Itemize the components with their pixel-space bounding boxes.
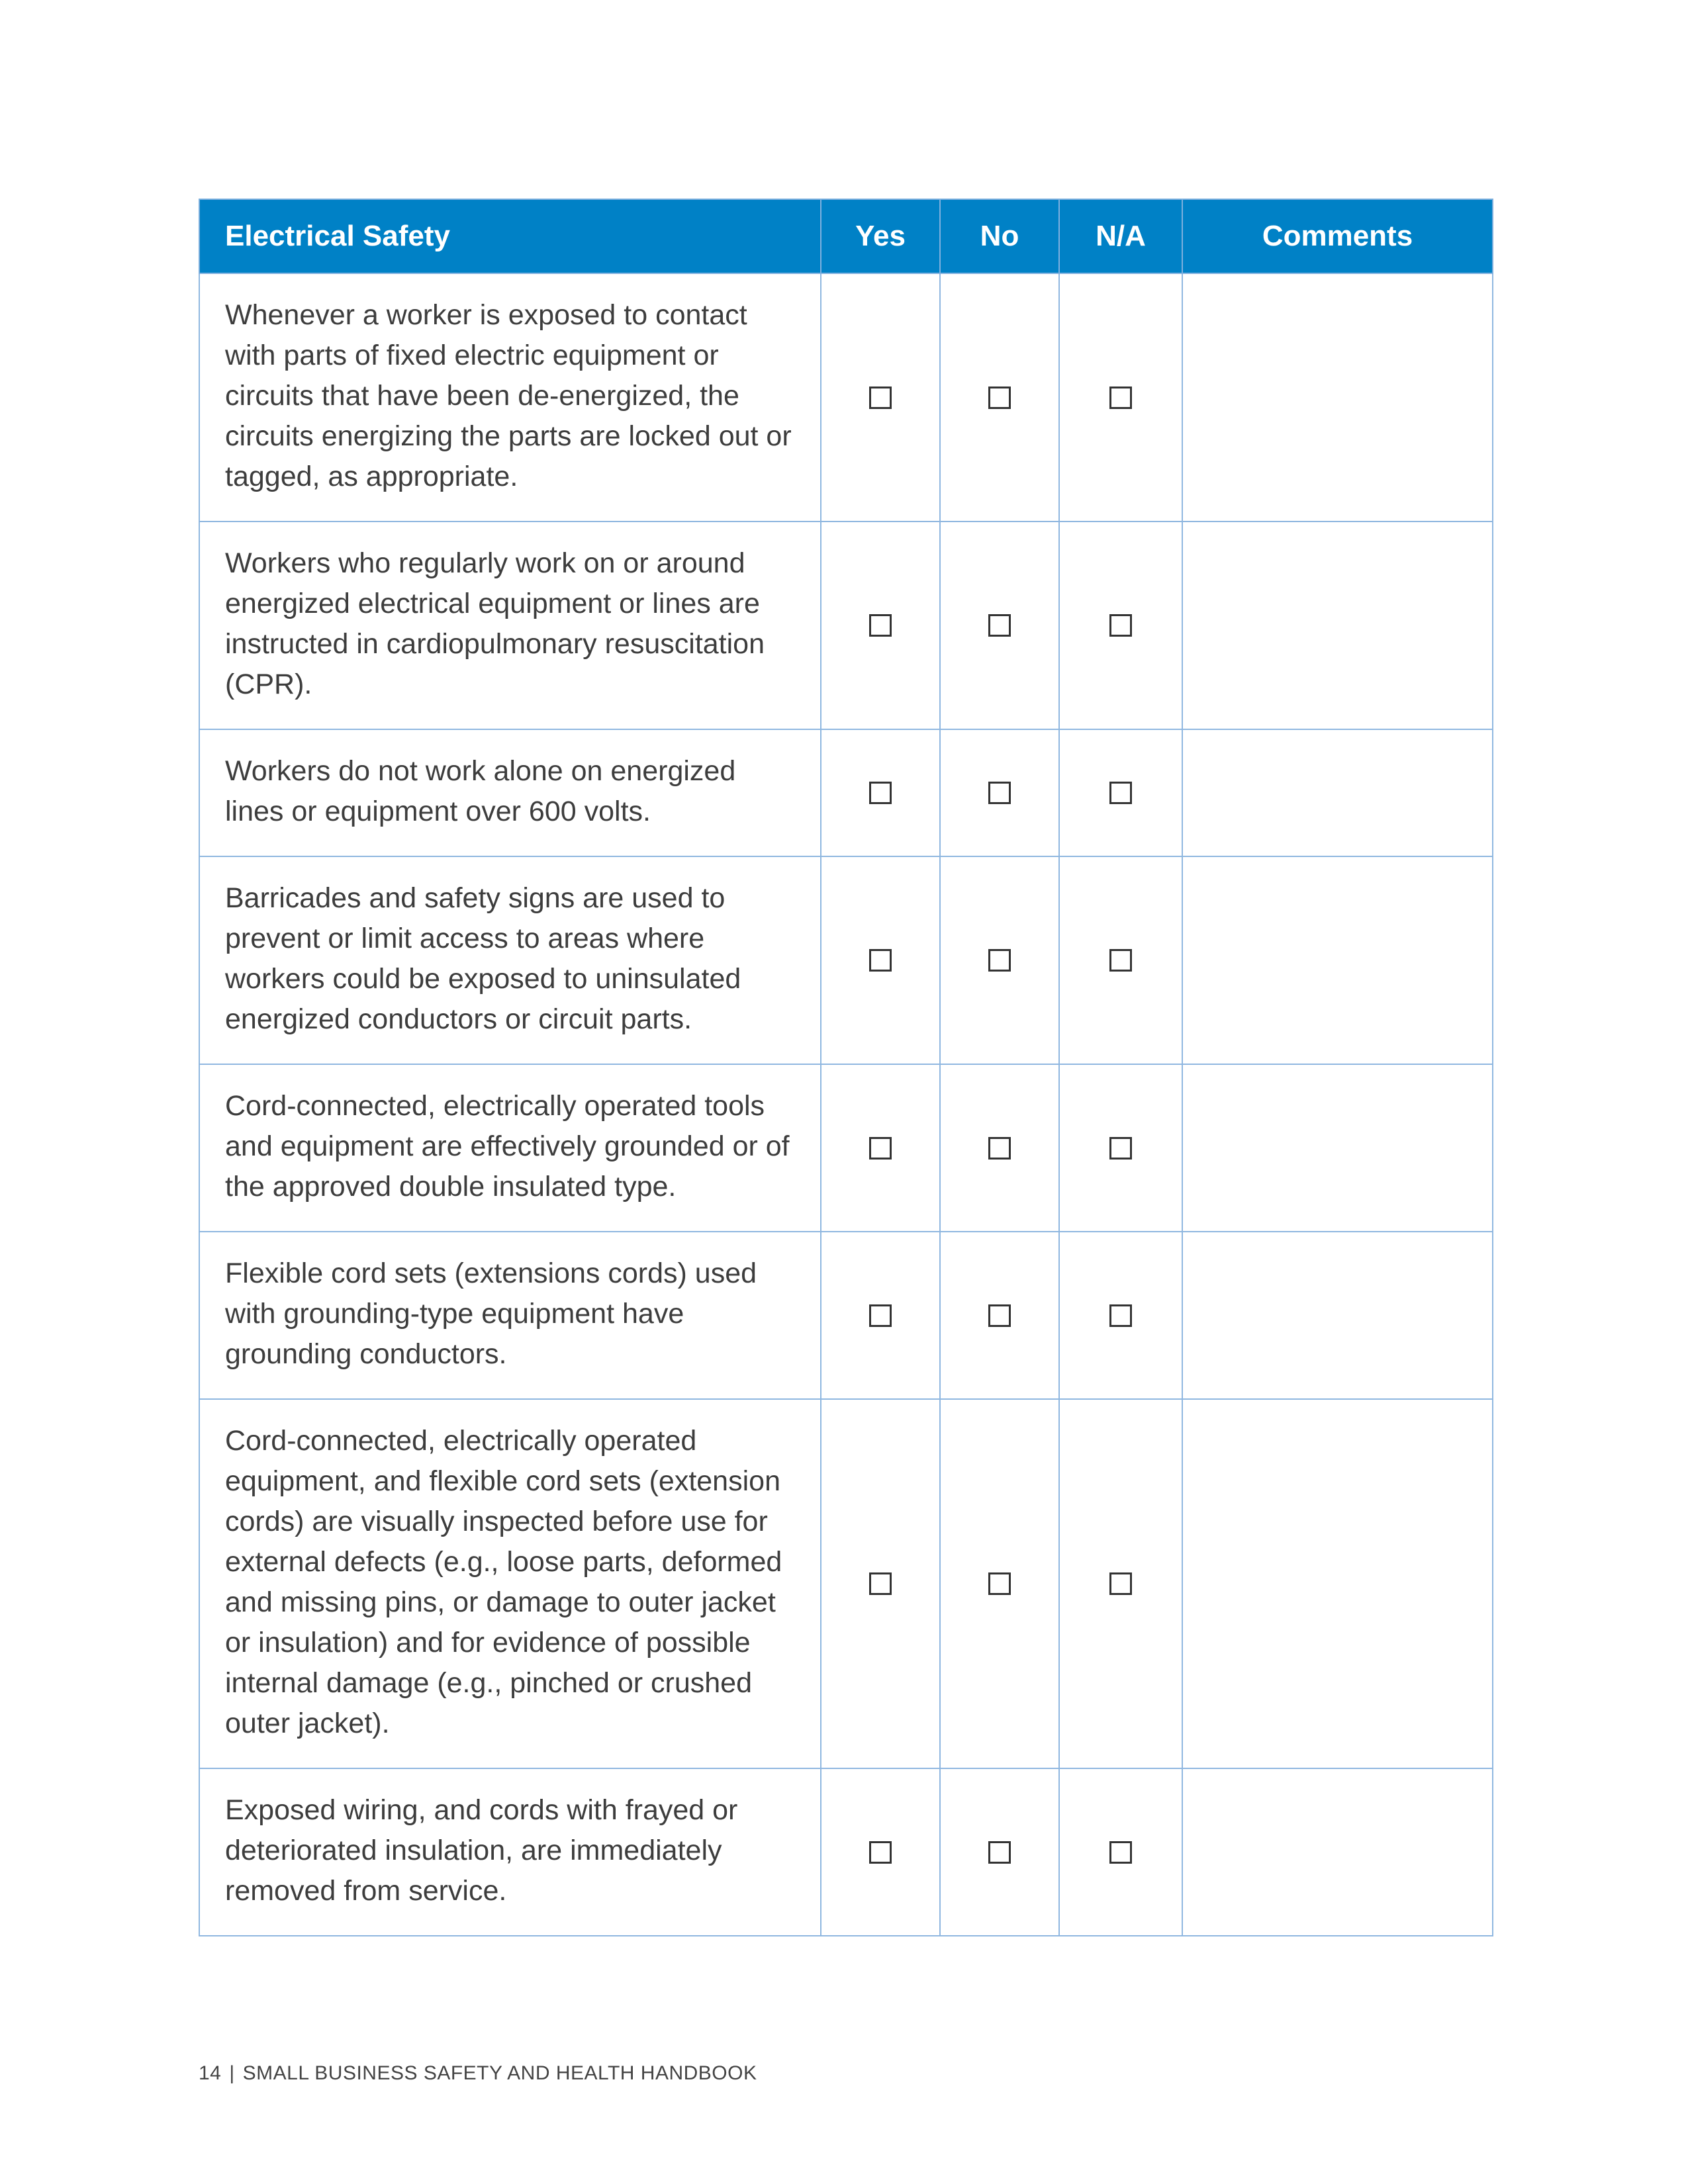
no-cell xyxy=(940,729,1059,856)
no-checkbox[interactable] xyxy=(988,387,1011,409)
electrical-safety-checklist xyxy=(199,199,1493,1936)
no-cell xyxy=(940,856,1059,1064)
header-comments: Comments xyxy=(1182,199,1493,273)
yes-checkbox[interactable] xyxy=(869,1304,892,1327)
table-row xyxy=(199,522,1493,729)
header-yes: Yes xyxy=(821,199,940,273)
na-checkbox[interactable] xyxy=(1109,1572,1132,1595)
no-cell xyxy=(940,1399,1059,1768)
na-cell xyxy=(1059,522,1182,729)
no-checkbox[interactable] xyxy=(988,1137,1011,1160)
table-header-row xyxy=(199,199,1493,273)
na-checkbox[interactable] xyxy=(1109,614,1132,637)
no-checkbox[interactable] xyxy=(988,1841,1011,1864)
na-cell xyxy=(1059,273,1182,522)
checklist-item-text: Barricades and safety signs are used to prevent or limit access to areas where workers could be exposed to uninsulated energized conductors or circuit parts. xyxy=(199,856,821,1064)
checklist-item-text: Workers who regularly work on or around energized electrical equipment or lines are instructed in cardiopulmonary resuscitation (CPR). xyxy=(199,522,821,729)
no-cell xyxy=(940,1768,1059,1936)
table-row xyxy=(199,856,1493,1064)
no-checkbox[interactable] xyxy=(988,1572,1011,1595)
comments-cell[interactable] xyxy=(1182,1399,1493,1768)
page-number: 14 xyxy=(199,2062,222,2084)
footer-separator: | xyxy=(229,2062,235,2084)
table-row xyxy=(199,1064,1493,1232)
na-cell xyxy=(1059,729,1182,856)
publication-title: SMALL BUSINESS SAFETY AND HEALTH HANDBOOK xyxy=(242,2062,757,2084)
checklist-item-text: Workers do not work alone on energized lines or equipment over 600 volts. xyxy=(199,729,821,856)
comments-cell[interactable] xyxy=(1182,522,1493,729)
na-cell xyxy=(1059,856,1182,1064)
yes-cell xyxy=(821,729,940,856)
comments-cell[interactable] xyxy=(1182,1768,1493,1936)
no-checkbox[interactable] xyxy=(988,782,1011,804)
yes-cell xyxy=(821,273,940,522)
checklist-item-text: Exposed wiring, and cords with frayed or deteriorated insulation, are immediately removed from service. xyxy=(199,1768,821,1936)
comments-cell[interactable] xyxy=(1182,1064,1493,1232)
na-cell xyxy=(1059,1768,1182,1936)
yes-cell xyxy=(821,1064,940,1232)
na-checkbox[interactable] xyxy=(1109,782,1132,804)
table-row xyxy=(199,1232,1493,1399)
checklist-item-text: Cord-connected, electrically operated tools and equipment are effectively grounded or of the approved double insulated type. xyxy=(199,1064,821,1232)
yes-cell xyxy=(821,522,940,729)
no-checkbox[interactable] xyxy=(988,1304,1011,1327)
checklist-item-text: Cord-connected, electrically operated equipment, and flexible cord sets (extension cords) are visually inspected before use for external defects (e.g., loose parts, deformed and missing pins, or damage to outer jacket or insulation) and for evidence of possible internal damage (e.g., pinched or crushed outer jacket). xyxy=(199,1399,821,1768)
yes-cell xyxy=(821,1768,940,1936)
yes-checkbox[interactable] xyxy=(869,387,892,409)
na-cell xyxy=(1059,1064,1182,1232)
no-cell xyxy=(940,1064,1059,1232)
comments-cell[interactable] xyxy=(1182,1232,1493,1399)
comments-cell[interactable] xyxy=(1182,856,1493,1064)
comments-cell[interactable] xyxy=(1182,729,1493,856)
no-cell xyxy=(940,522,1059,729)
na-checkbox[interactable] xyxy=(1109,1841,1132,1864)
yes-cell xyxy=(821,1232,940,1399)
table-row xyxy=(199,1399,1493,1768)
yes-checkbox[interactable] xyxy=(869,1841,892,1864)
comments-cell[interactable] xyxy=(1182,273,1493,522)
na-checkbox[interactable] xyxy=(1109,1137,1132,1160)
header-electrical-safety: Electrical Safety xyxy=(199,199,821,273)
page-footer xyxy=(199,2062,757,2085)
na-cell xyxy=(1059,1399,1182,1768)
header-na: N/A xyxy=(1059,199,1182,273)
table-row xyxy=(199,729,1493,856)
no-cell xyxy=(940,1232,1059,1399)
na-checkbox[interactable] xyxy=(1109,1304,1132,1327)
na-checkbox[interactable] xyxy=(1109,387,1132,409)
na-cell xyxy=(1059,1232,1182,1399)
yes-checkbox[interactable] xyxy=(869,1572,892,1595)
table-row xyxy=(199,273,1493,522)
no-checkbox[interactable] xyxy=(988,614,1011,637)
no-cell xyxy=(940,273,1059,522)
yes-checkbox[interactable] xyxy=(869,614,892,637)
yes-cell xyxy=(821,856,940,1064)
yes-checkbox[interactable] xyxy=(869,782,892,804)
yes-checkbox[interactable] xyxy=(869,1137,892,1160)
checklist-item-text: Flexible cord sets (extensions cords) used with grounding-type equipment have grounding conductors. xyxy=(199,1232,821,1399)
no-checkbox[interactable] xyxy=(988,949,1011,972)
checklist-item-text: Whenever a worker is exposed to contact with parts of fixed electric equipment or circuits that have been de-energized, the circuits energizing the parts are locked out or tagged, as appropriate. xyxy=(199,273,821,522)
yes-cell xyxy=(821,1399,940,1768)
na-checkbox[interactable] xyxy=(1109,949,1132,972)
yes-checkbox[interactable] xyxy=(869,949,892,972)
table-row xyxy=(199,1768,1493,1936)
header-no: No xyxy=(940,199,1059,273)
